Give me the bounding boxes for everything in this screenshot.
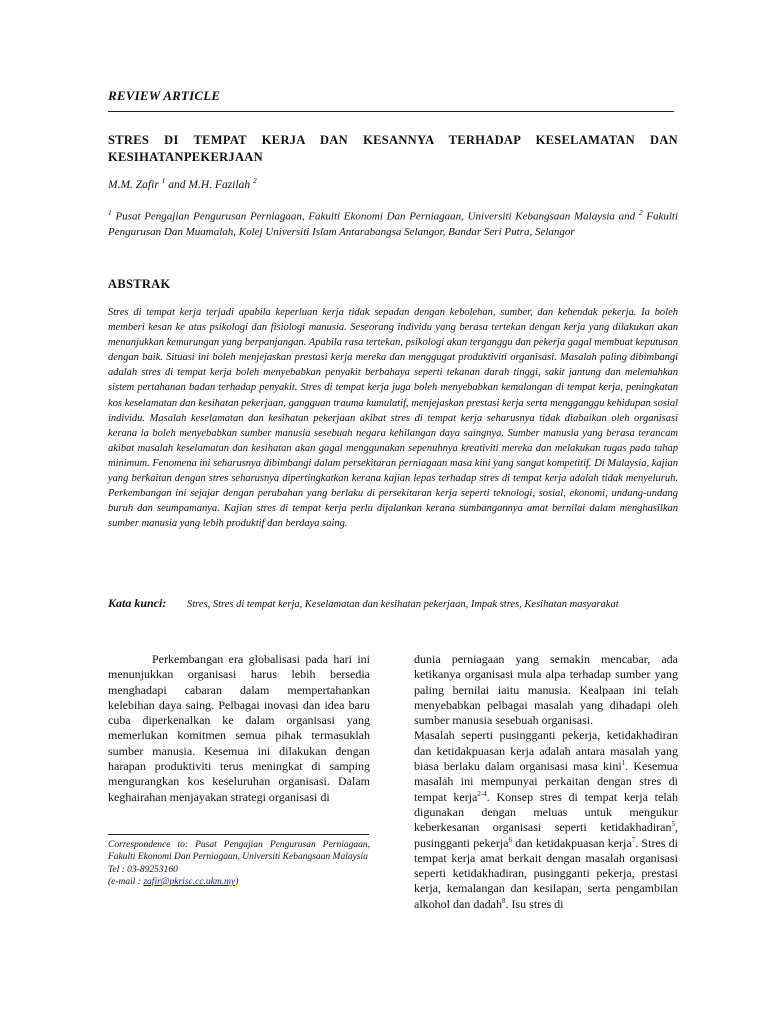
author-line <box>108 176 257 191</box>
body-column-right <box>414 652 678 912</box>
body-text: dan ketidakpuasan kerja <box>512 835 632 850</box>
article-title: STRES DI TEMPAT KERJA DAN KESANNYA TERHADAP KESELAMATAN DAN KESIHATANPEKERJAAN <box>108 133 678 164</box>
author-joiner: and <box>168 178 186 191</box>
correspondence-tel: Tel : 03-89253160 <box>108 864 178 875</box>
correspondence-note <box>108 839 370 888</box>
correspondence-email-line <box>108 876 370 888</box>
body-paragraph: dunia perniagaan yang semakin mencabar, ada ketikanya organisasi mula alpa terhadap sumber yang paling bernilai iaitu manusia. Kealpaan ini telah menyebabkan pelbagai masalah yang dihadapi oleh sumber manusia sesebuah organisasi. <box>414 652 678 728</box>
article-type-label: REVIEW ARTICLE <box>108 88 221 103</box>
abstract-heading: ABSTRAK <box>108 277 171 291</box>
citation-mark: 8 <box>501 896 506 905</box>
citation-mark: 1 <box>621 759 626 768</box>
affiliation-mark: 2 <box>638 208 643 217</box>
body-text: . Isu stres di <box>505 896 564 911</box>
abstract-body: Stres di tempat kerja terjadi apabila keperluan kerja tidak sepadan dengan kebolehan, sumber, dan kehendak pekerja. Ia boleh memberi kesan ke atas psikologi dan fisiologi manusia. Seseorang individu yang berasa tertekan dengan kerja yang dilakukan akan menunjukkan kemurungan yang berpanjangan. Apabila rasa tertekan, psikologi akan terganggu dan pekerja gagal membuat keputusan dengan baik. Situasi ini boleh menjejaskan prestasi kerja mereka dan menggugat produktiviti organisasi. Masalah paling dibimbangi adalah stres di tempat kerja boleh menyebabkan penyakit berbahaya seperti tekanan darah tinggi, sakit jantung dan melemahkan sistem pertahanan badan terhadap penyakit. Stres di tempat kerja juga boleh menyebabkan kemalangan di tempat kerja, peningkatan kos keselamatan dan kesihatan pekerjaan, gangguan trauma kumulatif, menjejaskan prestasi kerja serta mengganggu kehidupan sosial individu. Masalah keselamatan dan kesihatan pekerjaan akibat stres di tempat kerja seharusnya tidak diabaikan oleh organisasi kerana ia boleh menyebabkan sumber manusia sesebuah negara kehilangan daya saingnya. Sumber manusia yang berasa terancam akibat masalah keselamatan dan kesihatan akan gagal menggunakan sepenuhnya kreativiti mereka dan melakukan tugas pada tahap minimum. Fenomena ini seharusnya dibimbangi dalam persekitaran perniagaan masa kini yang sangat kompetitif. Di Malaysia, kajian yang berkaitan dengan stres seharusnya dipertingkatkan kerana kajian lepas terhadap stres di tempat kerja adalah tidak menyeluruh. Perkembangan ini sejajar dengan perubahan yang berlaku di persekitaran kerja seperti teknologi, sosial, ekonomi, undang-undang buruh dan seumpamanya. Kajian stres di tempat kerja perlu dijalankan kerana sumbangannya amat bernilai dalam menghasilkan sumber manusia yang lebih produktif dan berdaya saing. <box>108 307 678 530</box>
correspondence-address: Correspondence to: Pusat Pengajian Pengurusan Perniagaan, Fakulti Ekonomi Dan Perniagaan, Universiti Kebangsaan Malaysia <box>108 840 370 863</box>
body-paragraph <box>414 728 678 912</box>
email-suffix: ) <box>235 876 239 887</box>
affiliation-text: Pusat Pengajian Pengurusan Perniagaan, Fakulti Ekonomi Dan Perniagaan, Universiti Kebangsaan Malaysia and <box>115 210 636 223</box>
citation-mark: 6 <box>508 835 513 844</box>
keywords-label: Kata kunci: <box>108 596 167 610</box>
body-text: . Konsep stres di tempat kerja telah digunakan dengan meluas untuk mengukur keberkesanan organisasi seperti ketidakhadiran <box>414 789 679 835</box>
email-link[interactable]: zafir@pkrisc.cc.ukm.my <box>143 876 236 887</box>
author-name: M.M. Zafir <box>108 178 159 191</box>
citation-mark: 5 <box>671 820 675 829</box>
body-column-left <box>108 652 370 805</box>
body-text: Masalah seperti pusingganti pekerja, ketidakhadiran dan ketidakpuasan kerja adalah antara masalah yang biasa berlaku dalam organisasi masa kini <box>414 728 678 774</box>
citation-mark: 7 <box>631 835 636 844</box>
header-divider <box>108 111 674 112</box>
author-affiliation-mark: 1 <box>161 176 166 185</box>
author-name: M.H. Fazilah <box>188 178 251 191</box>
affiliation-text: Fakulti Pengurusan Dan Muamalah, Kolej Universiti Islam Antarabangsa Selangor, Bandar Seri Putra, Selangor <box>108 210 679 239</box>
email-prefix: (e-mail : <box>108 876 141 887</box>
keywords-text: Stres, Stres di tempat kerja, Keselamatan dan kesihatan pekerjaan, Impak stres, Kesihatan masyarakat <box>187 599 619 610</box>
body-paragraph: Perkembangan era globalisasi pada hari ini menunjukkan organisasi harus lebih bersedia menghadapi cabaran dalam mempertahankan kelebihan daya saing. Pelbagai inovasi dan idea baru cuba diperkenalkan ke dalam organisasi yang memerlukan komitmen semua pihak termasuklah sumber manusia. Kesemua ini dilakukan dengan harapan produktiviti terus meningkat di samping mengurangkan kos keseluruhan organisasi. Dalam keghairahan menjayakan strategi organisasi di <box>108 652 370 804</box>
affiliations <box>108 205 678 241</box>
citation-mark: 2-4 <box>477 789 487 798</box>
footnote-divider <box>108 834 369 835</box>
body-text: , pusingganti pekerja <box>414 820 678 850</box>
author-affiliation-mark: 2 <box>252 176 257 185</box>
affiliation-mark: 1 <box>108 208 112 217</box>
body-text: . Stres di tempat kerja amat berkait dengan masalah organisasi seperti ketidakhadiran, pusingganti pekerja, prestasi kerja, kemalangan dan kesilapan, serta pengambilan alkohol dan dadah <box>414 835 679 911</box>
body-text: . Kesemua masalah ini mempunyai perkaitan dengan stres di tempat kerja <box>414 759 678 804</box>
